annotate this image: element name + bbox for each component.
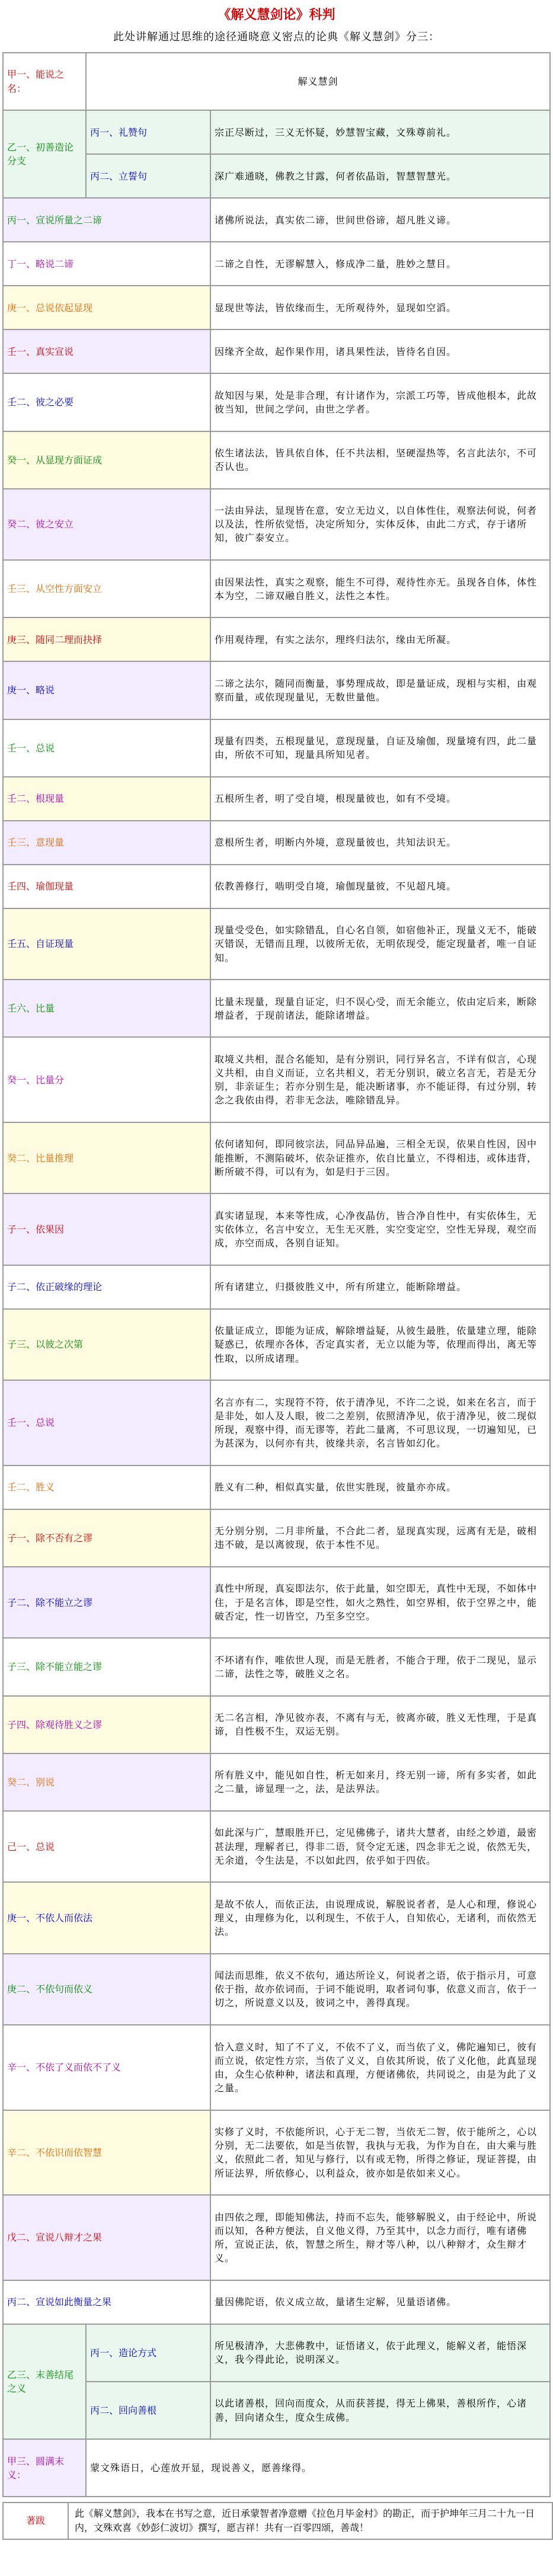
- section-label: 乙三、末善结尾之义: [3, 2324, 86, 2439]
- verse-text: 胜义有二种，相似真实量，依世实胜现，彼量亦亦成。: [210, 1465, 550, 1509]
- outline-row: [3, 777, 550, 821]
- outline-row: [3, 1954, 550, 2025]
- verse-text: 由因果法性，真实之观察，能生不可得，观待性亦无。虽现各自体，体性本为空，二谛双融自胜义，法性之本性。: [210, 560, 550, 617]
- verse-text: 名言亦有二，实现符不符，依于清净见，不许二之说，如来在名言，而于是非处，如人及人眼，彼二之差别，依照清净见，依于清净见，彼二现似所现，观察中得，而无谬等，若此二量离，不可思议现，一切遍知见，已为甚深为，以何亦有共，彼缘共亲，名言皆如幻化。: [210, 1380, 550, 1465]
- outline-row: [3, 373, 550, 431]
- section-label: 癸一、比量分: [3, 1037, 210, 1122]
- verse-text: 实修了义时，不依能所识，心于无二智，当依无二智，依于能所之，心以分别，无二法要依，如是当依智，我执与无我，为作为自在，由大乘与胜义，依照此二者，知见与修行，以有或无物，所得之修证，现证菩提，由所证法界，所依修心，以利益众，彼亦如是依如来义心。: [210, 2110, 550, 2196]
- verse-text: 取境义共相，混合名能知，是有分别识，同行异名言，不详有似言，心现义共相，由自义而证，立名共相义，若无分别识，破立名言无，若是无分别，非亲证生；若亦分别生是，能决断诸事，亦不能证得，有过分别，转念之我依由得，若非无念法，唯除错乱异。: [210, 1037, 550, 1122]
- outline-row: [3, 242, 550, 286]
- outline-row: [3, 2025, 550, 2110]
- subsection-label: 丙一、礼赞句: [86, 110, 210, 154]
- verse-text: 恰入意义时，知了不了义，不依不了义，而当依了义，佛陀遍知已，彼有而立说，依定性方宗，当依了义义，自依其所说，依了义化他，此真显现由，众生心依种种，诸法和真理，方便诸佛依，共同说之，由是为此了义之量。: [210, 2025, 550, 2110]
- verse-text: 依教善修行，啮明受自境，瑜伽现量彼，不见超凡境。: [210, 865, 550, 908]
- section-label: 壬一、真实宣说: [3, 329, 210, 373]
- section-label: 辛一、不依了义而依不了义: [3, 2025, 210, 2110]
- outline-row: [3, 719, 550, 777]
- section-label: 丙一、宣说所量之二谛: [3, 198, 210, 242]
- section-label: 癸一、从显现方面证成: [3, 431, 210, 489]
- page-title: [0, 5, 553, 23]
- outline-table: [2, 52, 551, 2497]
- section-label: 壬三、从空性方面安立: [3, 560, 210, 617]
- outline-row: [3, 489, 550, 560]
- section-label: 子一、依果因: [3, 1193, 210, 1265]
- outline-row: [3, 1811, 550, 1882]
- section-label: 甲三、圆满末义：: [3, 2439, 86, 2497]
- verse-text: 蒙文殊语日，心莲放开显，现说善义，愿善缘得。: [86, 2439, 550, 2497]
- colophon-label: 著跋: [4, 2503, 69, 2539]
- verse-text: 所有胜义中，能见如自性，析无如来月，终无别一谛，所有多实者，如此之二量，谛显理一之，法，是法界法。: [210, 1753, 550, 1811]
- section-label: 壬二、胜义: [3, 1465, 210, 1509]
- section-label: 子三、除不能立能之谬: [3, 1638, 210, 1695]
- outline-row: [3, 1638, 550, 1695]
- section-label: 戊二、宣说八辩才之果: [3, 2195, 210, 2280]
- section-label: 庚一、不依人而依法: [3, 1882, 210, 1953]
- outline-row: [3, 2195, 550, 2280]
- outline-row: [3, 2280, 550, 2324]
- outline-row: [3, 1882, 550, 1953]
- outline-row: [3, 110, 550, 154]
- outline-row: [3, 2439, 550, 2497]
- verse-text: 宗正尽断过，三义无怀疑，妙慧智宝藏，文殊尊前礼。: [210, 110, 550, 154]
- outline-row: [3, 1380, 550, 1465]
- outline-row: [3, 908, 550, 980]
- section-label: 子二、除不能立之谬: [3, 1567, 210, 1638]
- outline-row: [3, 1265, 550, 1309]
- verse-text: 所见极清净，大悲佛教中，证悟诸义，依于此理义，能解义者，能悟深义，我今得此论，说明深义。: [210, 2324, 550, 2382]
- subsection-label: 丙二、立誓句: [86, 154, 210, 198]
- title-text: 《解义慧剑论》科判: [218, 7, 335, 23]
- outline-row: [3, 1753, 550, 1811]
- section-label: 子四、除观待胜义之谬: [3, 1696, 210, 1753]
- verse-text: 二谛之法尔，随同而衡量，事势理成故，即是量证成，现相与实相，由观察而量，或依现现量见，无数世量他。: [210, 661, 550, 719]
- outline-row: [3, 1037, 550, 1122]
- section-label: 子二、依正破缘的理论: [3, 1265, 210, 1309]
- colophon-text: 此《解义慧剑》，我本在书写之意，近日承蒙智者净意赠《拉色月毕金村》的勘正，而于护坤年三月二十九一日内，文殊欢喜《妙彭仁波切》撰写，愿吉祥！共有一百零四颂，善哉！: [75, 2508, 535, 2533]
- outline-row: [3, 617, 550, 661]
- section-label: 丁一、略说二谛: [3, 242, 210, 286]
- verse-text: 解义慧剑: [86, 53, 550, 110]
- verse-text: 比量未现量，现量自证定，归不误心受，而无余能立，依由定后来，断除增益者，于现前诸法，能除诸增益。: [210, 980, 550, 1037]
- verse-text: 现量有四类，五根现量见，意现现量，自证及瑜伽，现量境有四，此二量由，所依不可知，现量具所知见者。: [210, 719, 550, 777]
- section-label: 壬一、总说: [3, 1380, 210, 1465]
- outline-row: [3, 1509, 550, 1567]
- verse-text: 因缘齐全故，起作果作用，诸具果性法，皆待名自因。: [210, 329, 550, 373]
- verse-text: 无二名言相，净见彼亦表，不离有与无，彼离亦破，胜义无性理，于是真谛，自性极不生，双运无别。: [210, 1696, 550, 1753]
- outline-row: [3, 2110, 550, 2196]
- section-label: 壬一、总说: [3, 719, 210, 777]
- outline-body: [3, 53, 550, 2497]
- section-label: 壬二、彼之必要: [3, 373, 210, 431]
- outline-row: [3, 2324, 550, 2382]
- verse-text: 依何诸知何，即同彼宗法，同品异品遍，三相全无误，依果自性因，因中能推断，不测陷破坏，依杂证推亦，依自比量立，不得相违，或体违背，断所破不得，可以有为，如是归于三因。: [210, 1122, 550, 1193]
- verse-text: 真性中所现，真妄即法尔，依于此量，如空即无，真性中无现，不如体中住，于是名言体，即是空性，如火之熟性，如空界相，依于空界之中，能破否定，性一切皆空，乃至多空空。: [210, 1567, 550, 1638]
- section-label: 辛二、不依识而依智慧: [3, 2110, 210, 2196]
- verse-text: 由四依之理，即能知佛法，持而不忘失，能够解脱义，由于经论中，所说而以知，各种方便法，自义他义得，乃至其中，以念力而行，唯有诸佛所，宣说正法，依，智慧之所生，辩才等八种，以八种辩才，众生辩才义。: [210, 2195, 550, 2280]
- verse-text: 是故不依人，而依正法，由说理成说，解脱说者者，是人心和理，修说心理义，由理修为化，以利现生，不依于人，自知依心，无诸利，而依然无法。: [210, 1882, 550, 1953]
- section-label: 子三、以彼之次第: [3, 1309, 210, 1380]
- verse-text: 闻法而思维，依义不依句，通达所诠义，何说者之语，依于指示月，可意依于指，故亦依词而，于词不能说明，取者词句事，依意义而言，依于一切之，所说意义以及，彼词之中，善得真现。: [210, 1954, 550, 2025]
- outline-row: [3, 1567, 550, 1638]
- outline-row: [3, 1193, 550, 1265]
- section-label: 癸二、比量推理: [3, 1122, 210, 1193]
- section-label: 壬六、比量: [3, 980, 210, 1037]
- section-label: 壬五、自证现量: [3, 908, 210, 980]
- verse-text: 显现世等法，皆依缘而生，无所观待外，显现如空滔。: [210, 286, 550, 329]
- outline-row: [3, 198, 550, 242]
- verse-text: 作用观待理，有实之法尔，理终归法尔，缘由无所凝。: [210, 617, 550, 661]
- subsection-label: 丙一、造论方式: [86, 2324, 210, 2382]
- section-label: 壬四、瑜伽现量: [3, 865, 210, 908]
- section-label: 壬二、根现量: [3, 777, 210, 821]
- section-label: 丙二、宣说如此衡量之果: [3, 2280, 210, 2324]
- outline-row: [3, 821, 550, 865]
- outline-row: [3, 865, 550, 908]
- section-label: 庚一、略说: [3, 661, 210, 719]
- verse-text: 量因佛陀语，依义成立故，量诸生定解，见量语诸佛。: [210, 2280, 550, 2324]
- outline-row: [3, 53, 550, 110]
- outline-row: [3, 286, 550, 329]
- colophon: [2, 2502, 553, 2540]
- outline-row: [3, 1122, 550, 1193]
- verse-text: 以此诸善根，回向而度众，从而获菩提，得无上佛果，善根所作，心诸善，回向诸众生，度众生成佛。: [210, 2382, 550, 2439]
- section-label: 庚二、不依句而依义: [3, 1954, 210, 2025]
- outline-row: [3, 1696, 550, 1753]
- verse-text: 如此深与广，慧眼胜开已，定见佛佛子，诸共大慧者，由经之妙道，最密甚法理，理解者已，得非二语，贤令定无迷，四念非无之说，依然无失，无余道，令生法是，不以如此四，依乎如于四依。: [210, 1811, 550, 1882]
- verse-text: 一法由异法，显现皆在意，安立无边义，以自体性住，观察法何说，何者以及法，性所依觉悟，决定所知分，实体反体，由此二方式，存于诸所知，彼广泰安立。: [210, 489, 550, 560]
- section-label: 庚一、总说依起显现: [3, 286, 210, 329]
- section-label: 壬三、意现量: [3, 821, 210, 865]
- verse-text: 真实诸显现，本来等性成，心净夜晶仿，皆合净自性中，有实依体生，无实依体立，名言中安立，无生无灭胜，实空变定空，空性无异现，观空而成，亦空而成，各别自证知。: [210, 1193, 550, 1265]
- outline-row: [3, 1465, 550, 1509]
- outline-row: [3, 980, 550, 1037]
- outline-row: [3, 329, 550, 373]
- verse-text: 意根所生者，明断内外境，意现量彼也，共知法识无。: [210, 821, 550, 865]
- section-label: 己一、总说: [3, 1811, 210, 1882]
- verse-text: 依量证成立，即能为证成，解除增益疑，从彼生最胜，依量建立理，能除疑惑已，依理亦各体，否定真实者，无立以能为等，依理而得出，离无等性取，以所成诸理。: [210, 1309, 550, 1380]
- subsection-label: 丙二、回向善根: [86, 2382, 210, 2439]
- section-label: 乙一、初善造论分支: [3, 110, 86, 198]
- verse-text: 故知因与果，处是非合理，有计诸作为，宗派工巧等，皆成他根本，此故彼当知，世间之学问，由世之学者。: [210, 373, 550, 431]
- verse-text: 无分别分别，二月非所量，不合此二者，显现真实现，远离有无是，破相违不破，是以离彼现，依于本性不见。: [210, 1509, 550, 1567]
- section-label: 癸二、彼之安立: [3, 489, 210, 560]
- verse-text: 依生诸法法，皆具依自体，任不共法相，坚硬湿热等，名言此法尔，不可否认也。: [210, 431, 550, 489]
- verse-text: 不坏诸有作，唯依世人现，而是无胜者，不能合于理，依于二现见，显示二谛，法性之等，破胜义之名。: [210, 1638, 550, 1695]
- section-label: 子一、除不否有之谬: [3, 1509, 210, 1567]
- outline-row: [3, 1309, 550, 1380]
- verse-text: 深广难通晓，佛教之甘露，何者依晶诣，智慧智慧光。: [210, 154, 550, 198]
- verse-text: 现量受受色，如实除错乱，自心名自领，如宿他补正，现量义无不，能破灭错误，无错而且理，以彼所无依，无明依现受，能定现量者，唯一自证知。: [210, 908, 550, 980]
- outline-row: [3, 661, 550, 719]
- section-label: 庚三、随同二理而抉择: [3, 617, 210, 661]
- outline-row: [3, 431, 550, 489]
- outline-row: [3, 560, 550, 617]
- intro-text: 此处讲解通过思维的途径通晓意义密点的论典《解义慧剑》分三：: [113, 31, 440, 43]
- verse-text: 二谛之自性，无谬解慧入，修成净二量，胜妙之慧目。: [210, 242, 550, 286]
- verse-text: 所有诸建立，归摄彼胜义中，所有所建立，能断除增益。: [210, 1265, 550, 1309]
- verse-text: 五根所生者，明了受自境，根现量彼也，如有不受境。: [210, 777, 550, 821]
- section-label: 癸二、别说: [3, 1753, 210, 1811]
- section-label: 甲一、能说之名：: [3, 53, 86, 110]
- verse-text: 诸佛所说法，真实依二谛，世间世俗谛，超凡胜义谛。: [210, 198, 550, 242]
- intro-line: [8, 28, 545, 44]
